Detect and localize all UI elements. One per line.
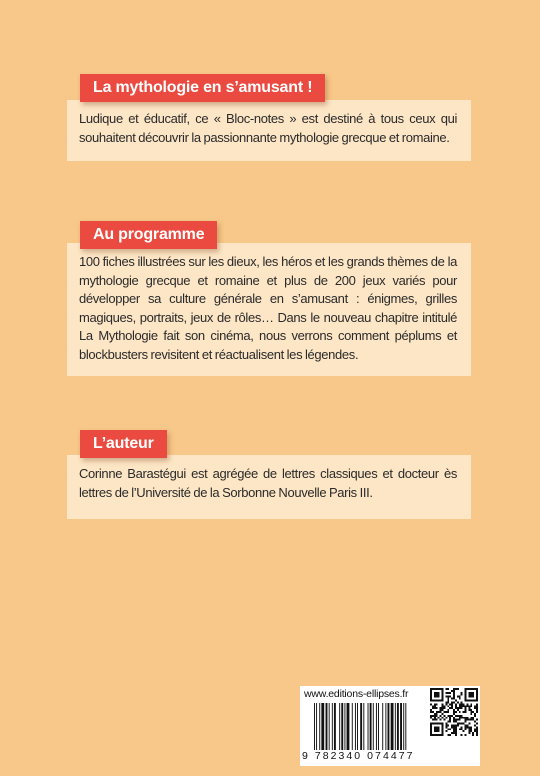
publisher-url[interactable]: www.editions-ellipses.fr — [304, 688, 409, 700]
qr-code-icon — [430, 688, 478, 736]
author-text: Corinne Barastégui est agrégée de lettres classiques et docteur ès lettres de l’Université de la Sorbonne Nouvelle Paris III. — [79, 466, 457, 500]
program-text: 100 fiches illustrées sur les dieux, les héros et les grands thèmes de la mythologie grecque et romaine et plus de 200 jeux variés pour développer sa culture générale en s’amusant : énigmes, grilles magiques, portraits, jeux de rôles… Dans le nouveau chapitre intitulé La Mythologie fait son cinéma, nous verrons comment péplums et blockbusters revisitent et réactualisent les légendes. — [79, 254, 457, 362]
intro-box — [67, 100, 471, 161]
author-box — [67, 455, 471, 519]
barcode-block — [300, 686, 480, 766]
intro-heading: La mythologie en s’amusant ! — [80, 74, 325, 102]
barcode-icon — [314, 703, 422, 750]
program-box — [67, 243, 471, 376]
author-heading: L’auteur — [80, 430, 167, 458]
program-heading: Au programme — [80, 221, 217, 249]
intro-text: Ludique et éducatif, ce « Bloc-notes » est destiné à tous ceux qui souhaitent découvrir la passionnante mythologie grecque et romaine. — [79, 111, 457, 145]
isbn-number: 9 782340 074477 — [302, 750, 415, 762]
